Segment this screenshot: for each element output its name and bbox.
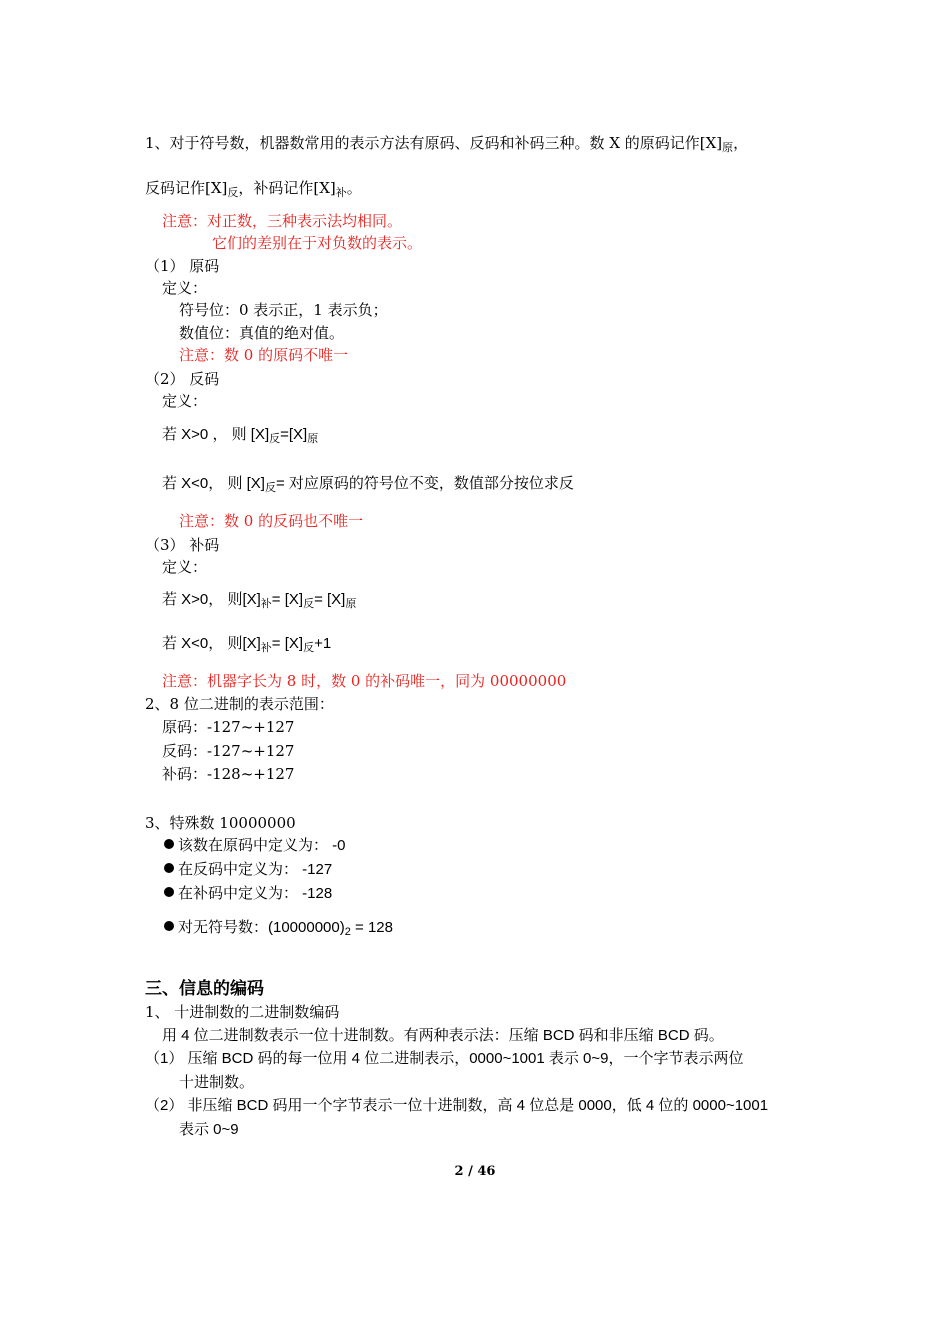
range-yuanma: 原码：-127~+127 <box>162 718 295 736</box>
unpacked-bcd-line-2: 表示 0~9 <box>179 1121 239 1138</box>
yuanma-value: 数值位：真值的绝对值。 <box>179 324 345 342</box>
unpacked-bcd-line-1: （2） 非压缩 BCD 码用一个字节表示一位十进制数，高 4 位总是 0000，低 4 位的 0000~1001 <box>145 1097 769 1114</box>
encoding-intro: 用 4 位二进制数表示一位十进制数。有两种表示法：压缩 BCD 码和非压缩 BCD 码。 <box>162 1027 724 1044</box>
bullet-dot-icon <box>164 887 174 897</box>
fanma-rule-positive: 若 X>0 ， 则 $[X]_反=[X]_原$ <box>162 426 319 445</box>
yuanma-note: 注意：数 0 的原码不唯一 <box>179 346 349 364</box>
special-bullet-buma: 在补码中定义为： -128 <box>164 884 332 904</box>
fanma-note: 注意：数 0 的反码也不唯一 <box>179 512 364 530</box>
page-number: 2 / 46 <box>454 1164 496 1179</box>
yuanma-heading: （1） 原码 <box>145 257 220 275</box>
buma-note: 注意：机器字长为 8 时，数 0 的补码唯一，同为 00000000 <box>162 672 567 690</box>
yuanma-sign: 符号位：0 表示正，1 表示负； <box>179 301 388 319</box>
yuanma-def: 定义： <box>162 279 208 297</box>
intro-line-1: 1、对于符号数，机器数常用的表示方法有原码、反码和补码三种。数 X 的原码记作$[X]_原$， <box>145 134 749 154</box>
range-heading: 2、8 位二进制的表示范围： <box>145 695 334 713</box>
special-bullet-yuanma: 该数在原码中定义为： -0 <box>164 836 346 856</box>
fanma-def: 定义： <box>162 392 208 410</box>
range-buma: 补码：-128~+127 <box>162 765 295 783</box>
bullet-dot-icon <box>164 839 174 849</box>
buma-heading: （3） 补码 <box>145 536 220 554</box>
encoding-item-1: 1、 十进制数的二进制数编码 <box>145 1003 340 1021</box>
fanma-heading: （2） 反码 <box>145 370 220 388</box>
buma-rule-negative: 若 X<0， 则$[X]_补= [X]_反+1$ <box>162 635 332 654</box>
intro-line-2: 反码记作$[X]_反$，补码记作$[X]_补$。 <box>145 179 362 199</box>
buma-rule-positive: 若 X>0， 则$[X]_补= [X]_反= [X]_原$ <box>162 591 357 610</box>
fanma-rule-negative: 若 X<0， 则 $[X]_反=$ 对应原码的符号位不变，数值部分按位求反 <box>162 475 574 494</box>
note-negative-diff: 它们的差别在于对负数的表示。 <box>212 234 423 252</box>
special-heading: 3、特殊数 10000000 <box>145 814 296 832</box>
packed-bcd-line-2: 十进制数。 <box>179 1073 255 1091</box>
range-fanma: 反码：-127~+127 <box>162 742 295 760</box>
special-bullet-unsigned: 对无符号数：$(10000000)_2 = 128$ <box>164 918 393 942</box>
packed-bcd-line-1: （1） 压缩 BCD 码的每一位用 4 位二进制表示，0000~1001 表示 0~9，一个字节表示两位 <box>145 1050 744 1067</box>
bullet-dot-icon <box>164 863 174 873</box>
section-title-encoding: 三、信息的编码 <box>145 979 264 999</box>
special-bullet-fanma: 在反码中定义为： -127 <box>164 860 332 880</box>
note-positive-same: 注意：对正数，三种表示法均相同。 <box>162 212 403 230</box>
buma-def: 定义： <box>162 558 208 576</box>
bullet-dot-icon <box>164 921 174 931</box>
